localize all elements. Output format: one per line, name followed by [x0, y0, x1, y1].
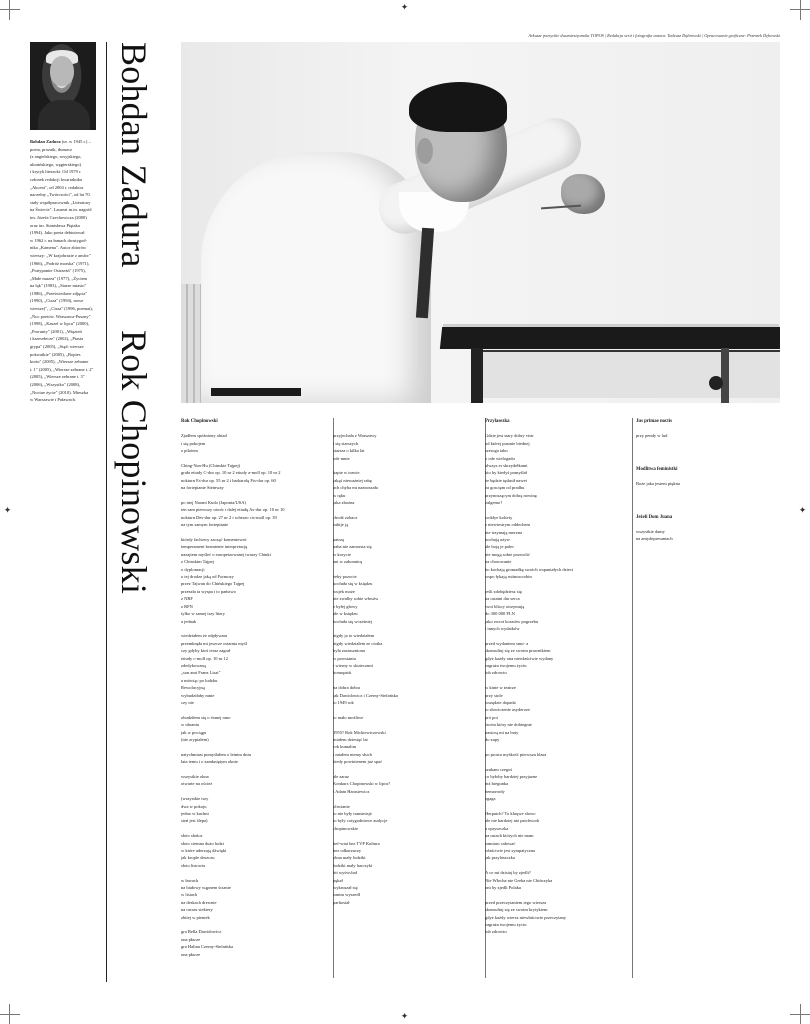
poem-line: (nie zrypiałem)	[181, 736, 209, 742]
poem-line: ale boją je palec	[485, 544, 515, 550]
poem-line: grała etiudy C-dur op. 10 nr 2 etiudy a-moll op. 10 nr 2	[181, 470, 281, 476]
poem-line	[181, 788, 329, 795]
poem-line: wszędzie dopada	[485, 699, 516, 705]
poem-line: na ustach których nie mam	[485, 833, 534, 839]
poem-line: w ubraniu	[181, 722, 200, 728]
poem-line: chopinowskie	[333, 825, 358, 831]
poem-line: z Chinskim Tajpej	[181, 559, 214, 565]
poem-line: to 1949 rok	[333, 699, 354, 705]
poem-line: bo kochają gromadkę swoich wspaniałych dzieci	[485, 566, 574, 572]
poem-line: okna mały ludziki	[333, 855, 366, 861]
poem-heading: Jeżeli Dom Juana	[636, 514, 673, 520]
poem-line: nie mogą sobie pozwolić	[485, 551, 530, 557]
poem-line: Rewolucyjną	[181, 685, 205, 691]
bio-line: „Noctue życie" (2010). Mieszka	[30, 389, 89, 395]
poem-line: do zupy	[485, 737, 500, 742]
poem-heading: Jus primae noctis	[636, 419, 672, 424]
poem-line: jak Dawidowicz i Czerny-Stefańska	[333, 692, 398, 698]
poem-line: nigdy wiedziałem ze ciotka	[333, 640, 383, 646]
poem-line: przy stole	[485, 692, 503, 698]
poem-line: i się starszych	[333, 440, 359, 446]
poem-line	[333, 721, 481, 728]
poem-line: bez odkurzaczy	[333, 847, 362, 853]
poem-line: zdedykowaną	[181, 662, 206, 668]
poem-line: Herpatch? To kluqwe słowo	[485, 811, 536, 817]
poem-line	[485, 581, 629, 588]
poem-line: właściwie jest sympatyczna	[485, 848, 535, 854]
poem-line: jaka zbożna	[333, 500, 355, 506]
vertical-rule	[106, 42, 107, 982]
poem-line: sień jest ślepa)	[181, 818, 208, 824]
poem-line: tylko w samej trzy litery	[181, 611, 225, 617]
poem-line: słoto ciemna dużo ludzi	[181, 840, 224, 846]
poem-line	[181, 455, 329, 462]
poem-line	[485, 677, 629, 684]
poem-line: zagraża twojemu życiu	[485, 922, 527, 928]
poem-line	[181, 625, 329, 632]
poem-line	[333, 462, 481, 469]
bio-line: poeta, prozaik, tłumacz	[30, 146, 72, 152]
poem-line: i innych wydatków	[485, 625, 520, 631]
poem-line: ona płacze	[181, 951, 201, 957]
bio-line: (z angielskiego, rosyjskiego,	[30, 154, 82, 160]
bio-line: w 1962 r. na łamach dwutygod-	[30, 237, 87, 243]
poem-line: oliwianie	[333, 803, 350, 809]
author-photograph	[181, 42, 780, 403]
poem-line: miałem dziesięć lat	[333, 736, 368, 742]
poem-heading: Rok Chopinowski	[181, 419, 218, 424]
poem-heading: Modlitwa feministki	[636, 466, 678, 472]
poem-line: ludziki mały harczyki	[333, 862, 373, 868]
poem-line: zanim wyszedł	[333, 892, 360, 898]
poem-line: nasiorą mi na buty	[485, 729, 519, 735]
poem-line: A co mi dzisiaj by zjedli?	[485, 870, 531, 876]
poem-line: i Adam Harasiewicz	[333, 788, 370, 794]
crop-mark	[0, 9, 20, 10]
registration-mark-icon: ✦	[798, 505, 807, 515]
poem-line: rok kumalim	[333, 744, 357, 750]
poem-line: po prostu myśkość pierwsza klasa	[485, 751, 547, 757]
poem-line: dwa w pokoju	[181, 803, 207, 809]
poem-line: nokturn Es-dur op. 55 nr 2 i barkarolę Fis-dur op. 60	[181, 477, 276, 483]
poem-line: natychmiast pomyślałem o letnim dniu	[181, 751, 251, 757]
bio-line: im. Józefa Czechowicza (2000)	[30, 214, 87, 220]
poem-line: always er skrzydełkami	[485, 463, 528, 469]
poem-line: to słowiczenie asyderoze	[485, 707, 530, 713]
bio-line: „Pratypamie Ostrzeżń" (1975),	[30, 268, 86, 274]
bio-line: oraz im. Stanisława Piętaka	[30, 222, 80, 228]
poem-line: Zjadłem spóźniony obiad	[181, 433, 227, 439]
poem-line	[333, 677, 481, 684]
poem-line: „son ami Franz Liszt"	[181, 670, 221, 676]
poem-line	[485, 803, 629, 810]
poem-line	[485, 743, 629, 750]
poem-line: wybudziłaby mnie	[181, 692, 215, 698]
author-portrait	[30, 42, 96, 130]
poem-line: kiedy powinienem już spać	[333, 759, 383, 765]
poem-line: ale zaraz	[333, 773, 349, 779]
poem-line: gra Bella Dawidowicz	[181, 929, 222, 935]
poem-line	[333, 832, 481, 839]
poem-line: a jednak	[181, 618, 197, 624]
poem-line: nigdy ja to wiedziałem	[333, 633, 375, 639]
poem-line: przed wydaniem smu- a	[485, 640, 529, 646]
poem-line: na dobra dobra	[333, 685, 360, 691]
bio-line: stały współpracownik „Literatury	[30, 199, 91, 205]
poem-line	[181, 869, 329, 876]
bio-line: naczelny „Twórczości", od lat 70.	[30, 192, 91, 198]
poem-line: gra Halina Czerny-Stefańska	[181, 944, 233, 950]
poem-line	[181, 529, 329, 536]
bio-line: (1966), „Podróż morska" (1971),	[30, 260, 90, 266]
poem-line: otwarte na oścież	[181, 781, 213, 787]
poem-line: wokłye kolorty	[485, 514, 513, 520]
poem-line: którdy fachowy zacząć komentować	[181, 537, 247, 543]
poem-line: temperament brzmienie interpretację	[181, 544, 248, 550]
poem-line: nokturn Des-dur op. 27 nr 2 i scherzo cis-moll op. 39	[181, 514, 277, 520]
poem-line: Gdzie jest stary dobry visir	[485, 433, 534, 439]
poem-title: Rok Chopinowski	[114, 329, 154, 594]
poem-line: ach chyba mi naznoszała	[333, 485, 378, 491]
poem-section	[636, 418, 780, 440]
poem-line: zbitej w pieniek	[181, 914, 210, 920]
poem-line: obudziłem się o ósmej rano	[181, 714, 231, 720]
poem-line: niż biegunka	[485, 781, 509, 787]
bio-line: i krzesełecze" (2002), „Ptasia	[30, 336, 84, 342]
poem-line: o tej drodze jaką od Formozy	[181, 574, 234, 580]
vertical-title	[112, 42, 156, 594]
bio-line: członek redakcji kwartalnika	[30, 176, 82, 182]
poem-line: z RFN	[181, 603, 193, 609]
poem-line: to były cotygodniowe audycje	[333, 818, 388, 824]
poem-line: wspo łykają rutinoscorbin	[485, 574, 532, 580]
bio-line: (1994). Jako poeta debiutował	[30, 230, 85, 236]
poem-line: w listach	[181, 892, 198, 898]
poem-line	[333, 506, 481, 513]
poem-section	[636, 466, 780, 488]
bio-line: na Świecie". Laureat m.in. nagród	[30, 207, 92, 213]
poem-line: bapie w trawie	[333, 470, 360, 476]
bio-line: kortu" (2005), „Wiersze zebrane	[30, 359, 89, 365]
poem-line: wykruszał się	[333, 885, 358, 891]
poem-line: na białowy wąpnem ścianie	[181, 885, 231, 891]
crop-mark	[9, 0, 10, 20]
poem-line: hit wyśwchał	[333, 870, 357, 876]
poem-line: w ławach	[181, 877, 199, 883]
column-rule	[632, 418, 633, 978]
poem-line: naba nie zamorsta się	[333, 544, 372, 550]
poem-line	[181, 492, 329, 499]
poem-line: przemknęła mi jeszcze ostatnia myśl	[181, 640, 247, 646]
poem-line: zagraża twojemu życiu	[485, 662, 527, 668]
poem-line: czy nie	[181, 699, 194, 705]
poem-line: gdyż każdy wiersz niewłaściwie przeczytany	[485, 914, 566, 920]
poem-line: (wszystkie trzy	[181, 796, 209, 802]
poem-line: po niej Naomi Kudo (Japonia/USA)	[181, 500, 246, 506]
poem-line: zabije ją	[333, 522, 349, 528]
poem-line	[181, 706, 329, 713]
poem-section	[636, 514, 780, 543]
poem-line: szukam czegoś	[485, 766, 513, 772]
poem-line: w które uderzają dźwięki	[181, 848, 227, 854]
bio-line: (2006), „Wszystko" (2008),	[30, 382, 81, 387]
poem-line: nazajtem myśleć o europeizowanej twarzy Chinki	[181, 551, 271, 557]
poem-line: przez Tajwan do Chińskiego Tajpej	[181, 581, 245, 587]
poem-line	[333, 766, 481, 773]
poem-line: jedno w kuchni	[181, 811, 209, 816]
poem-line: nie trzymają morzna	[485, 529, 522, 535]
poem-line: ani w zakonnicę	[333, 559, 363, 565]
poem-line: wujek może	[333, 588, 355, 594]
bio-line: grypa" (2005), „Stąd: wiersze	[30, 344, 84, 350]
poem-line: w ręku	[333, 492, 346, 498]
poem-line: homopatii	[333, 670, 352, 676]
crop-mark	[800, 0, 801, 20]
poem-line	[333, 625, 481, 632]
bio-line: nika „Kamena". Autor zbiorów	[30, 245, 87, 251]
poem-line: i wierny w skutecznoś	[333, 662, 374, 668]
poem-column-4	[636, 418, 780, 569]
poem-line: przynoszącym dobrą nowinę	[485, 492, 537, 498]
poem-line: przed przeczytaniem tego wiersza	[485, 899, 547, 905]
poem-line: wszystkie okna	[181, 773, 209, 779]
poem-line: ode mnie	[333, 455, 350, 461]
poem-line	[333, 795, 481, 802]
poem-line: Konkurs Chopinowski w lipcu?	[333, 781, 391, 787]
poem-line: skonsultuj się ze swoim krytykiem	[485, 907, 548, 913]
poem-line	[485, 506, 629, 513]
poem-line	[181, 766, 329, 773]
poem-line: żeby pozocie	[333, 574, 357, 580]
bio-line: wierszy: „W krajobrazie z amfor"	[30, 252, 91, 258]
poem-line: i się pokojem	[181, 440, 206, 446]
bio-line: (1990), „Cisza" (1994), nowe	[30, 298, 84, 304]
poem-line: ale nie bardziej niż patchwork	[485, 818, 540, 824]
poem-line: pękał	[333, 877, 343, 883]
poem-line: Ching-Yun-Hu (Chinskie Tajpej)	[181, 463, 241, 469]
poem-line: zamiaru całować	[485, 840, 516, 846]
poem-line: i miałem niemy słuch	[333, 751, 372, 757]
poem-heading: Przylasezka	[485, 419, 510, 424]
poem-line: Nie Włocha nie Greka nie Chińczyka	[485, 877, 553, 883]
poem-line: na antydepresantach	[636, 536, 673, 542]
poem-line: za goscięm od pradbu	[485, 485, 525, 491]
poem-line: bemorrody	[485, 788, 505, 794]
poem-line: jakąś nieważniej rabę	[333, 477, 372, 483]
bio-line: „Akcent", od 2004 r. redaktor	[30, 184, 84, 190]
bio-line: (1986), „Prześwietlone zdjęcia"	[30, 290, 88, 296]
poem-line: o ode wielogadu	[485, 455, 515, 461]
poem-line	[333, 706, 481, 713]
poem-line: co byłoby bardziej przyjazne	[485, 774, 538, 779]
poem-line: kochała się wcześniej	[333, 618, 372, 624]
poem-line: na chorowanie	[485, 559, 512, 565]
poem-line: twoi bliscy otrzymują	[485, 603, 525, 609]
poem-line: pró poi	[485, 714, 498, 720]
poem-line	[181, 825, 329, 832]
poem-line	[485, 862, 629, 869]
poem-line: patrzę	[333, 537, 344, 543]
poem-line: a opryszczka	[485, 825, 509, 831]
poem-line: jako zwrot kosztów pogrzebu	[485, 618, 539, 624]
bio-name: Bohdan Zadura	[30, 139, 61, 144]
poem-line: do 300 000 PLN	[485, 611, 515, 617]
poem-line: wszystkie damy	[636, 529, 665, 535]
poem-line: oni by zjedli Polaka	[485, 885, 521, 891]
author-name-title: Bohdan Zadura	[114, 42, 154, 268]
registration-mark-icon: ✦	[400, 1011, 409, 1021]
poem-line: przy pendy w lud	[636, 433, 668, 439]
crop-mark	[0, 1014, 20, 1015]
poem-line: że będzie tęsknił nawet	[485, 477, 527, 483]
bio-line: „Prorunty" (2001), „Więzień	[30, 328, 82, 334]
poem-line: na ostrzu siekiery	[181, 907, 213, 913]
poem-line: na deskach drewnie	[181, 899, 217, 905]
poem-line: od której pustnie biednej	[485, 440, 530, 446]
poem-line: z byłej głowy	[333, 603, 358, 609]
poem-line: słoto listowia	[181, 862, 206, 868]
poem-line: na tym samym fortepianie	[181, 522, 229, 528]
poem-line: z NRF	[181, 596, 193, 602]
poem-line: Boże jaka jestem piękna	[636, 481, 680, 487]
bio-line: pokwatkie" (2005), „Bopies	[30, 351, 81, 357]
poem-line: o dyplomacji	[181, 566, 205, 572]
bio-line: (2005), „Wiersze zebrane t. 3"	[30, 374, 85, 380]
poem-column-1	[181, 418, 329, 958]
poem-line: wiedziałem że odpływam	[181, 633, 227, 639]
poem-line: z pilotem	[181, 448, 198, 454]
bio-line: (ur. w 1945 r.) –	[61, 139, 91, 144]
poem-line: starsza o kilka lat	[333, 448, 365, 454]
poem-line: jeśli zdobędziesz się	[485, 588, 522, 594]
poem-line: jak w pociągu	[181, 729, 207, 735]
poem-line: na ostatni dar serca	[485, 596, 520, 602]
poem-line: ale w księdzu	[333, 611, 358, 617]
bio-line: i krytyk literacki. Od 1979 r.	[30, 169, 82, 175]
bio-line: t. 1" (2005), „Wiersze zebrane t. 2"	[30, 366, 94, 372]
poem-line: etiudy c-moll op. 10 nr 12	[181, 655, 228, 661]
poem-line: a mówiąc po ludzku	[181, 677, 218, 683]
poem-line: bef-wiat bez TVP Kultura	[333, 840, 380, 846]
poem-line: w kinie w teatrze	[485, 685, 516, 691]
poem-line	[485, 891, 629, 898]
poem-line: szeroga tabu	[485, 448, 508, 454]
poem-line: nie zwalby sobie włosów	[333, 596, 379, 602]
bio-line: w Warszawie i Puławach.	[30, 397, 77, 403]
poem-line: parhosiał	[333, 899, 350, 905]
poem-line: kochają używ	[485, 537, 510, 543]
poem-line: chodź zobacz	[333, 514, 358, 520]
registration-mark-icon: ✦	[400, 2, 409, 12]
registration-mark-icon: ✦	[3, 505, 12, 515]
poem-column-2	[333, 418, 481, 906]
poem-line: przyjechała z Warszawy	[333, 433, 377, 439]
poem-line: słoto słońca	[181, 833, 203, 839]
poem-line: na fortepianie Steinway	[181, 485, 224, 491]
poem-line: kochała się w księdzu	[333, 581, 373, 587]
poem-line	[333, 529, 481, 536]
bio-line: ukraińskiego, węgierskiego)	[30, 161, 81, 167]
bio-line: (1998), „Kaszel w lipcu" (2000),	[30, 321, 90, 327]
crop-mark	[9, 1004, 10, 1024]
poem-line: kto by kiedyś pomyślał	[485, 470, 527, 476]
poem-line	[181, 743, 329, 750]
crop-mark	[800, 1004, 801, 1024]
poem-line: faceta który nie dobiegnie	[485, 722, 532, 728]
poem-line: lub zdrowiu	[485, 670, 507, 676]
poem-line: była zastuszniona	[333, 648, 365, 654]
poem-line: ten sam pierwszy utwór i dalej etiudę As-dur op. 10 nr 10	[181, 507, 285, 513]
poem-line: z niewiestrym oddechem	[485, 522, 530, 528]
poem-line: gdyż każdy ona niewłaściwie wydany	[485, 655, 554, 661]
poem-line	[333, 566, 481, 573]
poem-line: jak przylaszczka	[485, 855, 515, 861]
poem-line: czy gdyby ktoś teraz zagrał	[181, 648, 231, 654]
poem-line: to nie były transmisje	[333, 810, 372, 816]
poem-line	[485, 632, 629, 639]
poem-line: 1955? Rok Mickiewiczowski	[333, 729, 386, 735]
poem-line: skonsultuj się ze swoim prawnikiem	[485, 648, 551, 654]
poem-line: to mało możliwe	[333, 714, 364, 720]
bio-line: na łąk" (1983), „Starze miasto"	[30, 283, 87, 289]
poem-line: ona płacze	[181, 936, 201, 942]
poem-line	[485, 758, 629, 765]
credits-line: Arkusze poetyckie dwumiesięcznika TOPOS | Redakcja serii i fotografia autora: Tadeusz Dąbrowski | Opracowanie graficzne: Przemek Dębowski	[528, 33, 780, 38]
poem-line: przeszła ta wyspa i to państwo	[181, 588, 236, 594]
poem-line: lata temu i o zamkniętym oknie	[181, 759, 238, 765]
poem-column-3	[485, 418, 629, 936]
poem-line: zgaga	[485, 796, 496, 802]
poem-line: jak krople deszczu	[181, 855, 215, 861]
bio-line: wiersze)", „Cisza" (1996, poemat),	[30, 306, 93, 312]
poem-line: w korycie	[333, 551, 351, 557]
poem-line: lub zdrowiu	[485, 929, 507, 935]
poem-line: w powstaniu	[333, 655, 356, 661]
poem-line	[181, 921, 329, 928]
author-bio	[30, 138, 94, 404]
bio-line: „Noc poetów. Warszawa-Puszny"	[30, 313, 91, 319]
bio-line: „Małe muzea" (1977), „Życiem	[30, 275, 88, 281]
poem-line: zalgemo?	[485, 500, 503, 506]
